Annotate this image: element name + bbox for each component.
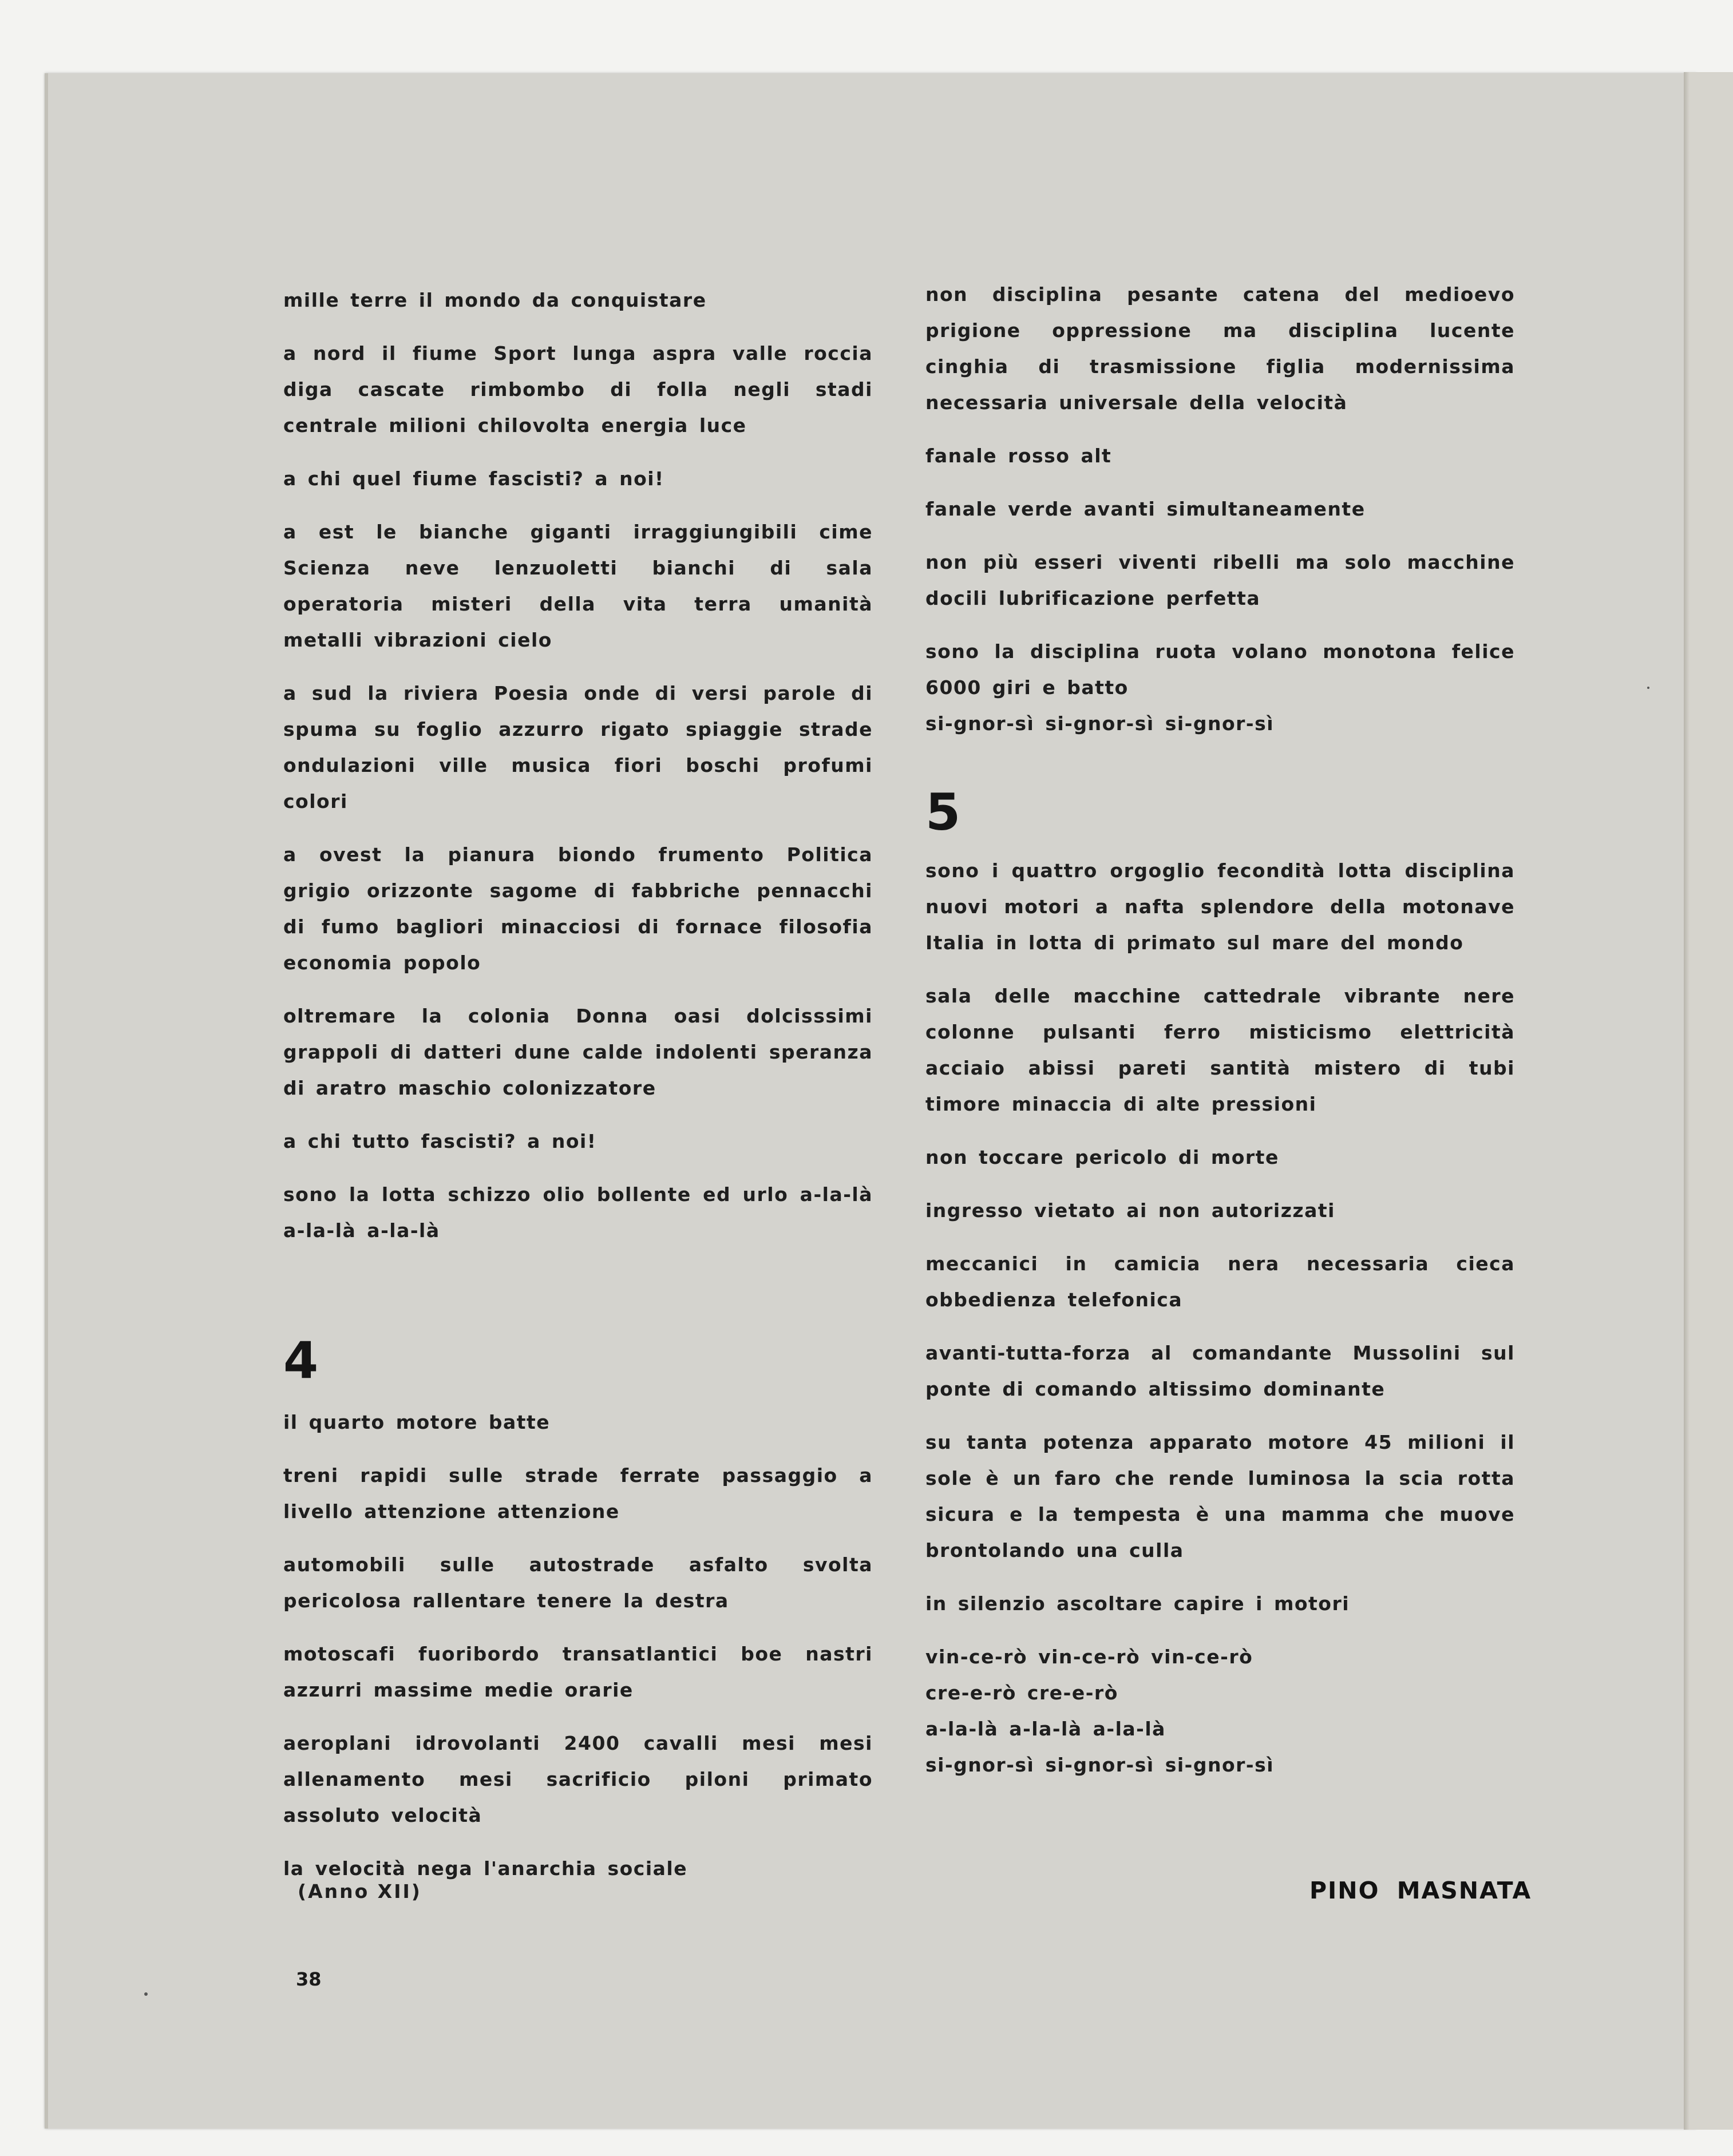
poem-paragraph: il quarto motore batte <box>283 1411 551 1433</box>
poem-paragraph: sono i quattro orgoglio fecondità lotta disciplina nuovi motori a nafta splendore della motonave Italia in lotta di primato sul mare del mondo <box>925 859 1515 954</box>
poem-paragraph: sono la lotta schizzo olio bollente ed urlo a-la-là a-la-là a-la-là <box>283 1183 873 1242</box>
left-column <box>283 282 873 1904</box>
poem-paragraph: a est le bianche giganti irraggiungibili cime Scienza neve lenzuoletti bianchi di sala operatoria misteri della vita terra umanità metalli vibrazioni cielo <box>283 521 873 651</box>
paper-speck <box>144 1992 148 1996</box>
right-column <box>925 276 1515 1783</box>
poem-paragraph: mille terre il mondo da conquistare <box>283 289 707 311</box>
chant-line: a-la-là a-la-là a-la-là <box>925 1718 1166 1740</box>
poem-paragraph: a ovest la pianura biondo frumento Politica grigio orizzonte sagome di fabbriche pennacchi di fumo bagliori minacciosi di fornace filosofia economia popolo <box>283 843 873 974</box>
poem-paragraph: aeroplani idrovolanti 2400 cavalli mesi mesi allenamento mesi sacrificio piloni primato assoluto velocità <box>283 1732 873 1826</box>
page-number: 38 <box>296 1968 322 1990</box>
poem-paragraph: sala delle macchine cattedrale vibrante nere colonne pulsanti ferro misticismo elettricità acciaio abissi pareti santità mistero di tubi timore minaccia di alte pressioni <box>925 985 1515 1115</box>
publication-year: (Anno XII) <box>298 1880 422 1903</box>
poem-paragraph: oltremare la colonia Donna oasi dolcisssimi grappoli di datteri dune calde indolenti speranza di aratro maschio colonizzatore <box>283 1005 873 1099</box>
poem-paragraph: ingresso vietato ai non autorizzati <box>925 1199 1335 1222</box>
poem-paragraph: fanale rosso alt <box>925 445 1112 467</box>
chant-line: si-gnor-sì si-gnor-sì si-gnor-sì <box>925 1754 1275 1776</box>
poem-paragraph: non toccare pericolo di morte <box>925 1146 1279 1168</box>
poem-paragraph: fanale verde avanti simultaneamente <box>925 498 1366 520</box>
poem-paragraph: a sud la riviera Poesia onde di versi parole di spuma su foglio azzurro rigato spiaggie strade ondulazioni ville musica fiori boschi profumi colori <box>283 682 873 813</box>
section-number-4: 4 <box>283 1331 319 1390</box>
chant-line: cre-e-rò cre-e-rò <box>925 1682 1118 1704</box>
chant-line: vin-ce-rò vin-ce-rò vin-ce-rò <box>925 1646 1253 1668</box>
facing-page-edge <box>1684 72 1733 2130</box>
poem-paragraph: non disciplina pesante catena del medioevo prigione oppressione ma disciplina lucente cinghia di trasmissione figlia modernissima necessaria universale della velocità <box>925 283 1515 414</box>
poem-paragraph: a chi quel fiume fascisti? a noi! <box>283 467 664 490</box>
poem-paragraph: a chi tutto fascisti? a noi! <box>283 1130 597 1152</box>
poem-paragraph: in silenzio ascoltare capire i motori <box>925 1592 1350 1615</box>
poem-paragraph: treni rapidi sulle strade ferrate passaggio a livello attenzione attenzione <box>283 1464 873 1523</box>
author-signature: PINO MASNATA <box>1309 1877 1532 1904</box>
poem-paragraph: avanti-tutta-forza al comandante Mussolini sul ponte di comando altissimo dominante <box>925 1342 1515 1400</box>
poem-paragraph: su tanta potenza apparato motore 45 milioni il sole è un faro che rende luminosa la scia rotta sicura e la tempesta è una mamma che muove brontolando una culla <box>925 1431 1515 1561</box>
poem-paragraph: a nord il fiume Sport lunga aspra valle roccia diga cascate rimbombo di folla negli stadi centrale milioni chilovolta energia luce <box>283 342 873 437</box>
paper-speck <box>1647 687 1649 689</box>
poem-paragraph: automobili sulle autostrade asfalto svolta pericolosa rallentare tenere la destra <box>283 1553 873 1612</box>
section-number-5: 5 <box>925 783 962 842</box>
poem-paragraph: motoscafi fuoribordo transatlantici boe nastri azzurri massime medie orarie <box>283 1643 873 1701</box>
poem-paragraph: la velocità nega l'anarchia sociale <box>283 1857 688 1880</box>
poem-paragraph: non più esseri viventi ribelli ma solo macchine docili lubrificazione perfetta <box>925 551 1515 609</box>
poem-paragraph: sono la disciplina ruota volano monotona felice 6000 giri e batto <box>925 640 1515 699</box>
poem-paragraph: meccanici in camicia nera necessaria cieca obbedienza telefonica <box>925 1253 1515 1311</box>
chant-line: si-gnor-sì si-gnor-sì si-gnor-sì <box>925 712 1275 735</box>
